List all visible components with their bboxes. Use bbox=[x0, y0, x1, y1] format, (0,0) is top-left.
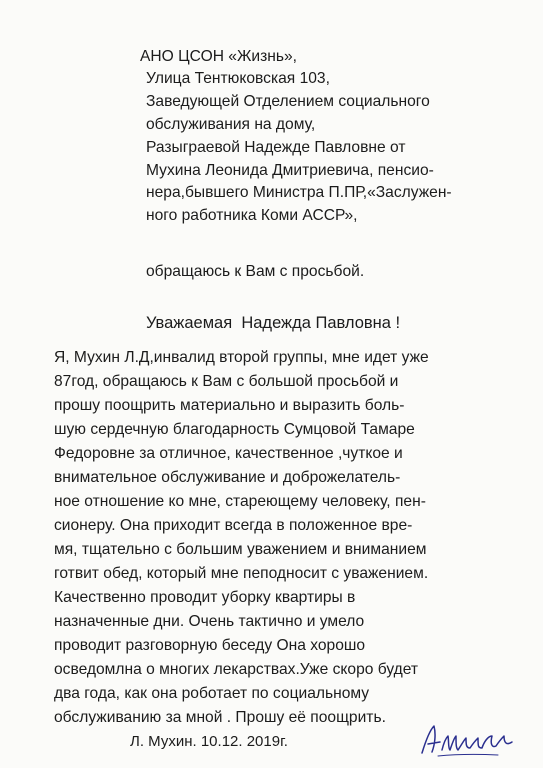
signature-line: Л. Мухин. 10.12. 2019г. bbox=[130, 733, 288, 750]
body-line: осведомлна о многих лекарствах.Уже скоро будет bbox=[54, 661, 419, 678]
body-line: назначенные дни. Очень тактично и умело bbox=[54, 613, 365, 630]
address-line: Мухина Леонида Дмитриевича, пенсио- bbox=[146, 162, 434, 179]
address-line: Заведующей Отделением социального bbox=[146, 93, 430, 110]
body-line: два года, как она роботает по социальному bbox=[54, 685, 370, 702]
body-line: проводит разговорную беседу Она хорошо bbox=[54, 637, 366, 654]
request-line: обращаюсь к Вам с просьбой. bbox=[146, 263, 365, 280]
address-line: ного работника Коми АССР», bbox=[146, 207, 358, 224]
body-line: Федоровне за отличное, качественное ,чуткое и bbox=[54, 445, 403, 462]
body-line: ное отношение ко мне, стареющему человеку, пен- bbox=[54, 493, 426, 510]
address-line: АНО ЦСОН «Жизнь», bbox=[140, 48, 297, 65]
address-line: Разыграевой Надежде Павловне от bbox=[146, 139, 406, 156]
body-line: обслуживанию за мной . Прошу её поощрить. bbox=[54, 709, 386, 726]
salutation-name: Надежда Павловна ! bbox=[241, 314, 401, 332]
body-line: 87год, обращаюсь к Вам с большой просьбой и bbox=[54, 373, 399, 390]
address-line: нера,бывшего Министра П.ПР,«Заслужен- bbox=[146, 184, 452, 201]
handwritten-signature bbox=[418, 720, 518, 758]
body-line: внимательное обслуживание и доброжелатель- bbox=[54, 469, 401, 486]
body-line: Я, Мухин Л.Д,инвалид второй группы, мне идет уже bbox=[54, 349, 429, 366]
body-line: прошу поощрить материально и выразить боль- bbox=[54, 397, 405, 414]
body-line: Качественно проводит уборку квартиры в bbox=[54, 589, 356, 606]
salutation-prefix: Уважаемая bbox=[146, 314, 233, 332]
body-line: мя, тщательно с большим уважением и вниманием bbox=[54, 541, 427, 558]
address-line: обслуживания на дому, bbox=[146, 116, 316, 133]
body-line: готвит обед, который мне пеподносит с уважением. bbox=[54, 565, 429, 582]
salutation bbox=[146, 313, 400, 333]
address-line: Улица Тентюковская 103, bbox=[146, 70, 330, 87]
body-line: сионеру. Она приходит всегда в положенное вре- bbox=[54, 517, 413, 534]
body-line: шую сердечную благодарность Сумцовой Тамаре bbox=[54, 421, 415, 438]
